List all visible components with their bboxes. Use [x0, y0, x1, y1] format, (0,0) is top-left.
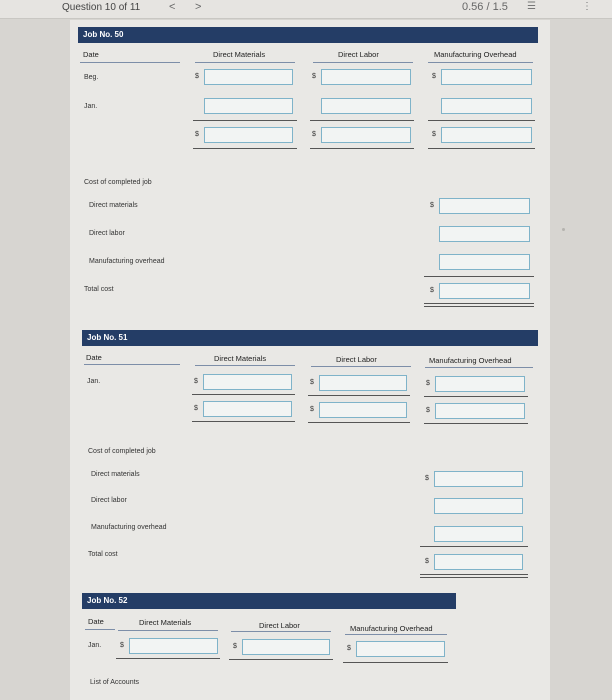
job-51-cost-moh-input[interactable]: [434, 526, 523, 542]
job-50-sum-line-dl: [310, 120, 414, 121]
job-51-header: Job No. 51: [82, 330, 538, 346]
job-52-row-jan: Jan.: [88, 642, 102, 649]
job-50-sum-dl-dollar: $: [312, 131, 316, 138]
job-52-col-direct-materials: Direct Materials: [139, 618, 192, 627]
job-50-jan-dl-input[interactable]: [321, 98, 411, 114]
job-51-sum-dm-input[interactable]: [203, 401, 292, 417]
next-question-button[interactable]: >: [195, 1, 202, 13]
job-51-cost-subtotal-line: [420, 546, 528, 547]
job-51-jan-dl-dollar: $: [310, 379, 314, 386]
job-51-cost-dm-label: Direct materials: [91, 471, 140, 478]
job-51-total-double-line-1: [420, 574, 528, 575]
job-50-sum-moh-input[interactable]: [441, 127, 532, 143]
job-52-col-date-underline: [85, 629, 115, 630]
job-51-sum-line-moh: [424, 396, 528, 397]
job-50-cost-dm-dollar: $: [430, 202, 434, 209]
job-50-cost-moh-input[interactable]: [439, 254, 530, 270]
job-50-cost-dm-label: Direct materials: [89, 202, 138, 209]
job-52-col-dl-underline: [231, 631, 331, 632]
job-50-cost-dm-input[interactable]: [439, 198, 530, 214]
job-51-total-line-dl: [308, 422, 410, 423]
job-52-col-manufacturing-overhead: Manufacturing Overhead: [350, 624, 433, 633]
job-50-col-date: Date: [83, 50, 99, 59]
job-50-sum-dm-dollar: $: [195, 131, 199, 138]
job-51-sum-dl-dollar: $: [310, 406, 314, 413]
job-50-total-cost-label: Total cost: [84, 286, 114, 293]
job-50-cost-subtotal-line: [424, 276, 534, 277]
job-51-col-date-underline: [84, 364, 180, 365]
job-51-cost-moh-label: Manufacturing overhead: [91, 524, 167, 531]
job-50-col-direct-labor: Direct Labor: [338, 50, 379, 59]
job-50-sum-line-moh: [428, 120, 535, 121]
job-50-beg-dm-input[interactable]: [204, 69, 293, 85]
job-50-cost-dl-input[interactable]: [439, 226, 530, 242]
job-51-total-double-line-2: [420, 577, 528, 578]
job-51-total-cost-label: Total cost: [88, 551, 118, 558]
job-51-jan-moh-input[interactable]: [435, 376, 525, 392]
job-50-sum-moh-dollar: $: [432, 131, 436, 138]
job-51-cost-dl-label: Direct labor: [91, 497, 127, 504]
job-51-cost-dm-input[interactable]: [434, 471, 523, 487]
list-icon[interactable]: ☰: [527, 1, 536, 12]
job-52-jan-moh-dollar: $: [347, 645, 351, 652]
top-bar: [0, 0, 612, 19]
job-50-total-cost-input[interactable]: [439, 283, 530, 299]
job-50-cost-moh-label: Manufacturing overhead: [89, 258, 165, 265]
job-52-col-dm-underline: [118, 630, 218, 631]
job-52-jan-dl-dollar: $: [233, 643, 237, 650]
question-counter: Question 10 of 11: [62, 2, 141, 13]
job-50-jan-moh-input[interactable]: [441, 98, 532, 114]
job-52-col-date: Date: [88, 617, 104, 626]
job-51-col-direct-labor: Direct Labor: [336, 355, 377, 364]
job-50-col-dl-underline: [313, 62, 413, 63]
job-51-cost-dl-input[interactable]: [434, 498, 523, 514]
job-51-col-manufacturing-overhead: Manufacturing Overhead: [429, 356, 512, 365]
job-50-total-line-moh: [428, 148, 535, 149]
job-51-sum-moh-input[interactable]: [435, 403, 525, 419]
job-50-cost-heading: Cost of completed job: [84, 179, 152, 186]
job-50-sum-dl-input[interactable]: [321, 127, 411, 143]
job-52-sum-line-dl: [229, 659, 333, 660]
list-of-accounts-link[interactable]: List of Accounts: [90, 679, 140, 686]
job-51-col-dl-underline: [311, 366, 411, 367]
job-50-row-beg: Beg.: [84, 74, 99, 81]
scroll-indicator: [562, 228, 565, 231]
job-50-col-date-underline: [80, 62, 180, 63]
job-50-header: Job No. 50: [78, 27, 538, 43]
job-51-col-date: Date: [86, 353, 102, 362]
job-51-total-line-dm: [192, 421, 295, 422]
job-52-jan-dm-dollar: $: [120, 642, 124, 649]
job-52-sum-line-dm: [116, 658, 220, 659]
job-50-total-dollar: $: [430, 287, 434, 294]
job-50-total-line-dm: [193, 148, 297, 149]
job-52-col-moh-underline: [345, 634, 447, 635]
job-51-jan-moh-dollar: $: [426, 380, 430, 387]
job-51-total-cost-input[interactable]: [434, 554, 523, 570]
job-51-sum-moh-dollar: $: [426, 407, 430, 414]
job-50-col-moh-underline: [428, 62, 533, 63]
job-52-jan-dm-input[interactable]: [129, 638, 218, 654]
job-51-total-line-moh: [424, 423, 528, 424]
job-52-sum-line-moh: [343, 662, 448, 663]
job-50-col-direct-materials: Direct Materials: [213, 50, 266, 59]
job-50-beg-dm-dollar: $: [195, 73, 199, 80]
job-50-sum-dm-input[interactable]: [204, 127, 293, 143]
job-51-col-moh-underline: [425, 367, 533, 368]
job-52-jan-dl-input[interactable]: [242, 639, 330, 655]
job-50-jan-dm-input[interactable]: [204, 98, 293, 114]
job-50-total-double-line-2: [424, 306, 534, 307]
job-51-cost-dm-dollar: $: [425, 475, 429, 482]
job-51-sum-dl-input[interactable]: [319, 402, 407, 418]
job-51-col-dm-underline: [195, 365, 295, 366]
more-vertical-icon[interactable]: ⋮: [582, 1, 592, 12]
previous-question-button[interactable]: <: [169, 1, 176, 13]
job-50-col-manufacturing-overhead: Manufacturing Overhead: [434, 50, 517, 59]
job-52-jan-moh-input[interactable]: [356, 641, 445, 657]
job-50-sum-line-dm: [193, 120, 297, 121]
job-50-cost-dl-label: Direct labor: [89, 230, 125, 237]
job-50-beg-dl-dollar: $: [312, 73, 316, 80]
job-51-sum-dm-dollar: $: [194, 405, 198, 412]
job-51-jan-dm-dollar: $: [194, 378, 198, 385]
job-51-cost-heading: Cost of completed job: [88, 448, 156, 455]
job-50-beg-moh-dollar: $: [432, 73, 436, 80]
job-50-total-line-dl: [310, 148, 414, 149]
job-50-total-double-line-1: [424, 303, 534, 304]
job-50-col-dm-underline: [195, 62, 295, 63]
job-51-row-jan: Jan.: [87, 378, 101, 385]
job-51-total-dollar: $: [425, 558, 429, 565]
job-50-beg-moh-input[interactable]: [441, 69, 532, 85]
score-display: 0.56 / 1.5: [462, 1, 508, 13]
job-51-sum-line-dm: [192, 394, 295, 395]
job-50-beg-dl-input[interactable]: [321, 69, 411, 85]
job-52-header: Job No. 52: [82, 593, 456, 609]
job-51-jan-dl-input[interactable]: [319, 375, 407, 391]
job-51-sum-line-dl: [308, 395, 410, 396]
job-52-col-direct-labor: Direct Labor: [259, 621, 300, 630]
job-51-jan-dm-input[interactable]: [203, 374, 292, 390]
job-51-col-direct-materials: Direct Materials: [214, 354, 267, 363]
job-50-row-jan: Jan.: [84, 103, 98, 110]
